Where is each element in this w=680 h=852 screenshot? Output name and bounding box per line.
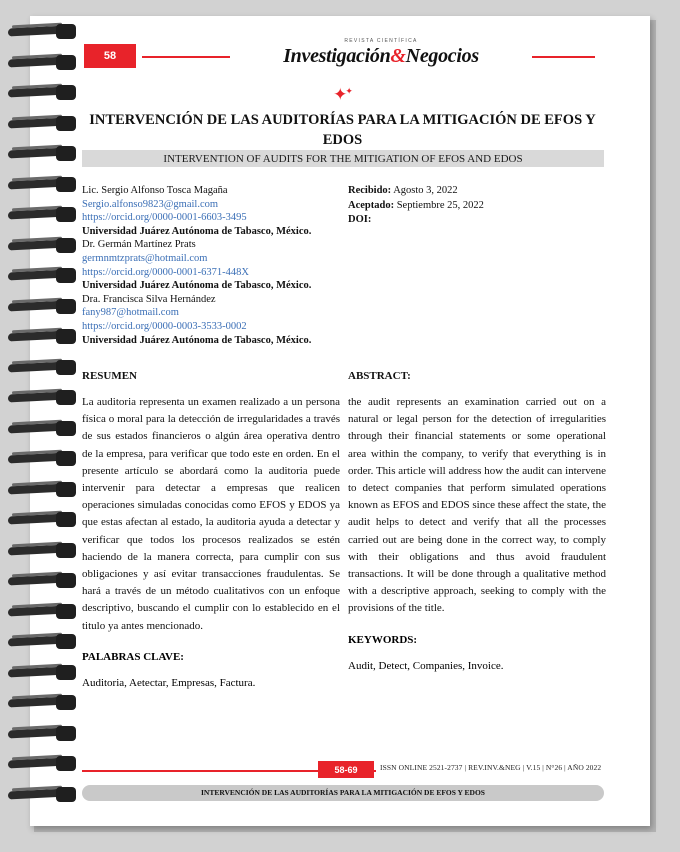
abstract-es-text: La auditoria representa un examen realizado a un persona física o moral para la detección de irregularidades a través de sus estados financieros o algún área operativa dentro de la empresa, para verificar que todo este en orden. En el presente artículo se abordará como la auditoria puede intervenir para detectar a empresas que realicen operaciones simuladas conocidas como EFOS y EDOS ya que estas afectan al estado, la auditoria ayuda a detectar y verificar que todos los procesos realizados se estén haciendo de la manera correcta, para cumplir con sus obligaciones y así evitar transacciones fraudulentas. Se hará a través de un método cualitativos con un enfoque descriptivo, buscando el cumplir con lo establecido en el titulo ya antes mencionado. [82, 396, 340, 632]
spiral-coil [8, 421, 80, 436]
author-institution: Universidad Juárez Autónoma de Tabasco, México. [82, 334, 312, 346]
spiral-coil [8, 634, 80, 649]
journal-masthead [230, 38, 532, 68]
spiral-coil [8, 238, 80, 253]
author-orcid-link[interactable]: https://orcid.org/0000-0001-6371-448X [82, 266, 249, 278]
spiral-coil [8, 756, 80, 771]
footer-running-title: INTERVENCIÓN DE LAS AUDITORÍAS PARA LA MITIGACIÓN DE EFOS Y EDOS [201, 788, 485, 797]
author-entry [82, 238, 337, 292]
journal-superscript: REVISTA CIENTÍFICA [344, 38, 418, 44]
spiral-coil [8, 360, 80, 375]
accepted-label: Aceptado: [348, 199, 395, 211]
author-block [82, 184, 337, 347]
spiral-coil [8, 116, 80, 131]
author-institution: Universidad Juárez Autónoma de Tabasco, México. [82, 280, 312, 292]
spiral-coil [8, 146, 80, 161]
spiral-coil [8, 329, 80, 344]
spiral-coil [8, 482, 80, 497]
keywords-en-text: Audit, Detect, Companies, Invoice. [348, 659, 504, 672]
journal-title-part2: Negocios [405, 45, 479, 67]
spiral-coil [8, 177, 80, 192]
article-title-en: INTERVENTION OF AUDITS FOR THE MITIGATION OF EFOS AND EDOS [163, 153, 523, 165]
spiral-coil [8, 268, 80, 283]
spiral-coil [8, 543, 80, 558]
journal-header [50, 38, 595, 74]
publication-dates [348, 184, 598, 228]
sparkle-icon: ✦✦ [333, 85, 353, 104]
spiral-coil [8, 207, 80, 222]
page-number-badge: 58 [84, 44, 136, 68]
accepted-value: Septiembre 25, 2022 [396, 199, 484, 211]
author-orcid-link[interactable]: https://orcid.org/0000-0003-3533-0002 [82, 320, 247, 332]
received-row [348, 184, 598, 199]
accepted-row [348, 199, 598, 214]
footer-issn-meta: ISSN ONLINE 2521-2737 | REV.INV.&NEG | V.15 | N°26 | AÑO 2022 [376, 763, 610, 772]
author-name: Dra. Francisca Silva Hernández [82, 293, 216, 305]
spiral-binding [0, 16, 84, 828]
received-value: Agosto 3, 2022 [393, 185, 458, 196]
keywords-en-heading: KEYWORDS: [348, 633, 418, 646]
author-name: Lic. Sergio Alfonso Tosca Magaña [82, 185, 228, 196]
author-orcid-link[interactable]: https://orcid.org/0000-0001-6603-3495 [82, 212, 247, 224]
abstract-en-text: the audit represents an examination carried out on a natural or legal person for the detection of irregularities through their financial statements or some operational area within the company, to verify that everything is in order. This article will address how the audit can intervene to detect companies that perform simulated operations known as EFOS and EDOS since these affect the state, the audit helps to detect and verify that all the processes carried out are being done in the correct way, to comply with their obligations and thus avoid fraudulent transactions. It will be done through a qualitative method with a descriptive approach, seeking to comply with the provisions of the title. [348, 396, 606, 615]
keywords-es-text: Auditoria, Aetectar, Empresas, Factura. [82, 676, 256, 689]
author-entry [82, 184, 337, 238]
author-email[interactable]: fany987@hotmail.com [82, 307, 179, 319]
journal-title-ampersand: & [390, 45, 406, 67]
doi-row [348, 213, 598, 228]
article-title-es: INTERVENCIÓN DE LAS AUDITORÍAS PARA LA MITIGACIÓN DE EFOS Y EDOS [89, 112, 596, 148]
spiral-coil [8, 451, 80, 466]
author-email[interactable]: germnmtzprats@hotmail.com [82, 252, 208, 264]
author-email[interactable]: Sergio.alfonso9823@gmail.com [82, 198, 219, 210]
received-label: Recibido: [348, 185, 392, 196]
abstract-es-heading: RESUMEN [82, 370, 138, 382]
keywords-es-heading: PALABRAS CLAVE: [82, 650, 184, 663]
abstract-en-heading: ABSTRACT: [348, 370, 411, 382]
doi-label: DOI: [348, 214, 372, 225]
spiral-coil [8, 512, 80, 527]
abstract-es-column [82, 370, 340, 692]
spiral-coil [8, 85, 80, 100]
spiral-coil [8, 299, 80, 314]
abstract-en-column [348, 370, 606, 675]
author-name: Dr. Germán Martínez Prats [82, 239, 196, 251]
author-institution: Universidad Juárez Autónoma de Tabasco, México. [82, 225, 312, 237]
spiral-coil [8, 390, 80, 405]
author-entry [82, 293, 337, 347]
spiral-coil [8, 24, 80, 39]
spiral-coil [8, 604, 80, 619]
journal-title-part1: Investigación [283, 45, 391, 67]
spiral-coil [8, 726, 80, 741]
spiral-coil [8, 573, 80, 588]
spiral-coil [8, 787, 80, 802]
footer-page-range-badge: 58-69 [318, 761, 374, 778]
spiral-coil [8, 665, 80, 680]
journal-title [236, 45, 526, 68]
spiral-coil [8, 695, 80, 710]
